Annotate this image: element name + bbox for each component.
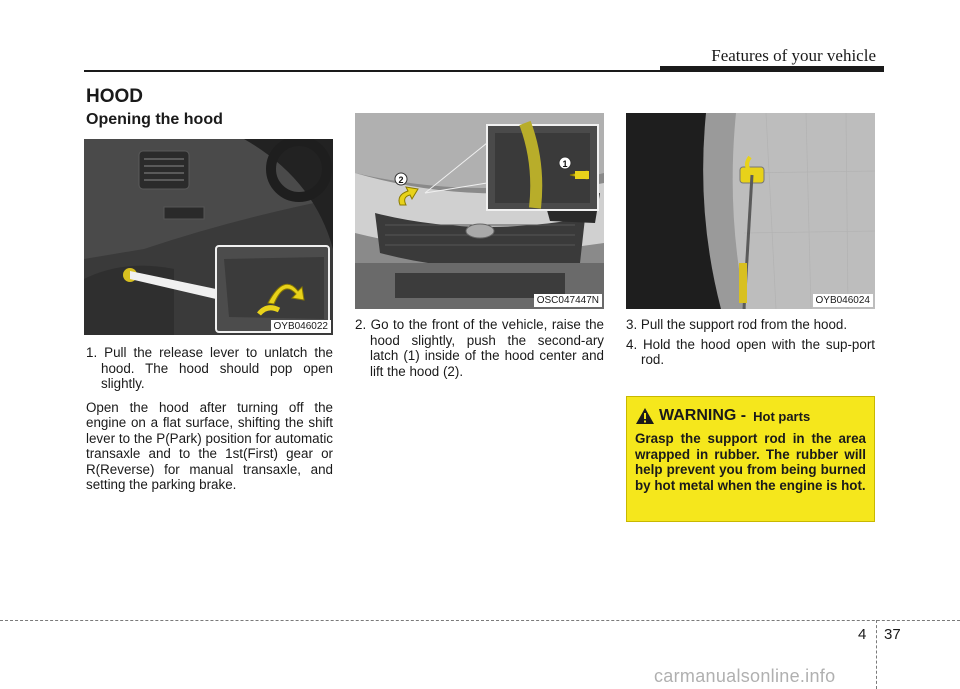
secondary-latch-illustration	[355, 113, 604, 309]
step-2: 2. Go to the front of the vehicle, raise the hood slightly, push the second-ary latch (1) inside of the hood center and lift the hood (2).	[355, 317, 604, 379]
chapter-number: 4	[858, 626, 867, 643]
footer-divider	[876, 620, 877, 689]
figure-support-rod	[626, 113, 875, 309]
support-rod-illustration	[626, 113, 875, 309]
warning-text: Grasp the support rod in the area wrapped in rubber. The rubber will help prevent you from being burned by hot metal when the engine is hot.	[635, 431, 866, 493]
column-3-text	[626, 317, 875, 368]
figure-code: OYB046024	[813, 294, 874, 307]
warning-header	[635, 407, 866, 425]
header-rule-accent	[660, 66, 884, 72]
section-title: HOOD	[86, 86, 143, 107]
warning-box	[626, 396, 875, 522]
release-lever-illustration	[84, 139, 333, 335]
figure-code: OSC047447N	[534, 294, 602, 307]
page-number: 37	[884, 626, 901, 643]
footer-rule	[0, 620, 960, 621]
instruction-paragraph: Open the hood after turning off the engine on a flat surface, shifting the shift lever to the P(Park) position for automatic transaxle and to the 1st(First) gear or R(Reverse) for manual transaxle, and setting the parking brake.	[86, 399, 333, 492]
running-header: Features of your vehicle	[711, 46, 876, 65]
callout-2-label: 2	[398, 175, 404, 185]
callout-1-label: 1	[562, 159, 568, 169]
column-2-text	[355, 317, 604, 379]
figure-code: OYB046022	[271, 320, 332, 333]
step-3: 3. Pull the support rod from the hood.	[626, 317, 848, 332]
figure-secondary-latch	[355, 113, 604, 309]
subsection-title: Opening the hood	[86, 111, 223, 128]
step-4: 4. Hold the hood open with the sup-port rod.	[626, 336, 875, 367]
warning-topic: Hot parts	[753, 408, 811, 424]
warning-label: WARNING -	[659, 407, 747, 424]
warning-triangle-icon	[635, 407, 655, 425]
column-1-text	[86, 345, 333, 493]
step-1: 1. Pull the release lever to unlatch the hood. The hood should pop open slightly.	[86, 345, 333, 391]
watermark: carmanualsonline.info	[654, 666, 836, 686]
figure-release-lever	[84, 139, 333, 335]
